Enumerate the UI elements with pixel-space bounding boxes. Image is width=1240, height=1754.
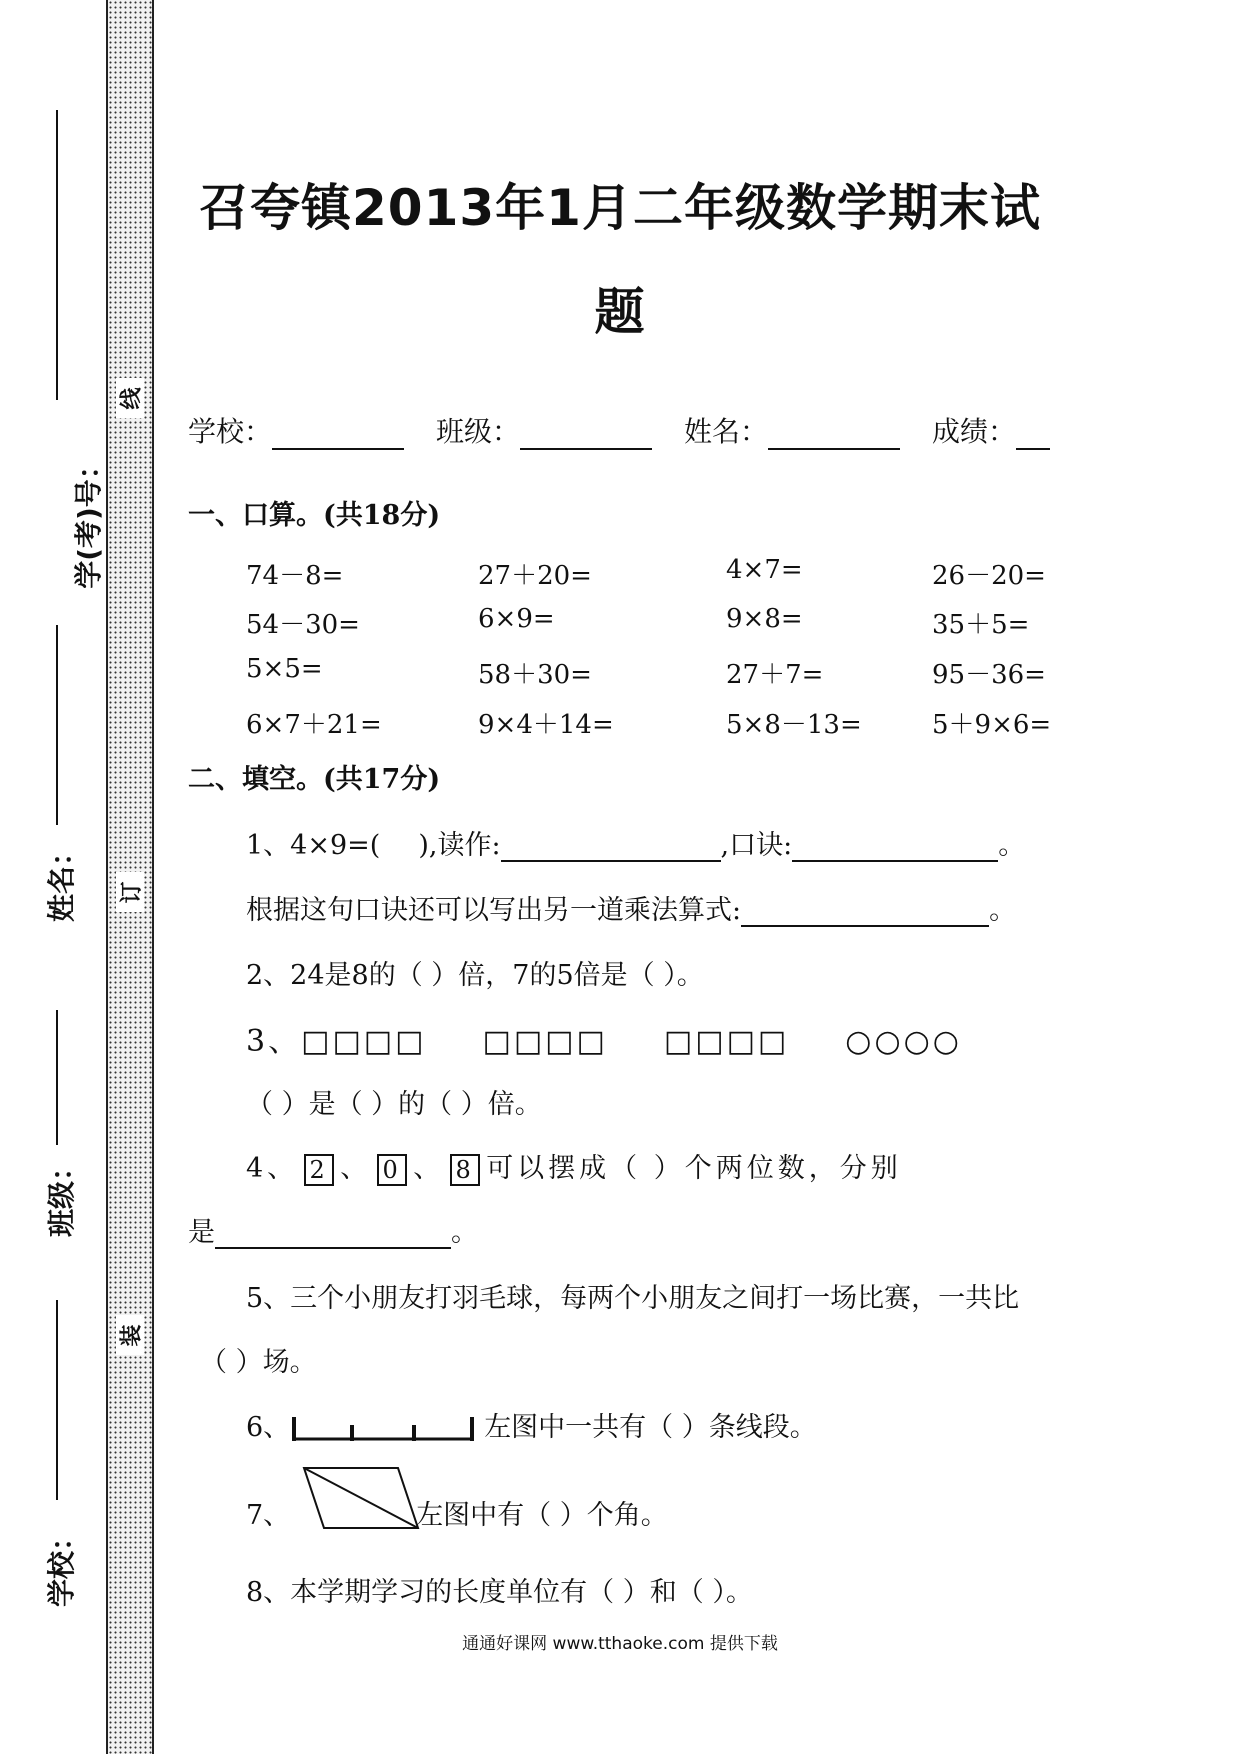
parallelogram-figure	[302, 1466, 420, 1532]
class-field: 班级：	[436, 410, 652, 450]
question-4-continued: 是 。	[188, 1217, 478, 1248]
calc-item: 27＋7=	[726, 660, 824, 690]
question-5: 5、三个小朋友打羽毛球，每两个小朋友之间打一场比赛，一共比	[246, 1283, 1020, 1314]
student-id-line	[56, 110, 58, 400]
calc-item: 74－8=	[246, 561, 344, 591]
class-line	[56, 1010, 58, 1145]
calc-item: 5＋9×6=	[932, 710, 1052, 740]
school-line	[56, 1300, 58, 1500]
question-2: 2、24是8的（ ）倍，7的5倍是（ ）。	[246, 960, 704, 991]
name-label: 姓名：	[45, 837, 79, 923]
calc-item: 27＋20=	[478, 561, 592, 591]
question-5-continued: （ ）场。	[200, 1347, 317, 1378]
equation-blank[interactable]	[741, 899, 989, 927]
calc-item: 9×8=	[726, 604, 803, 634]
digit-card-0: 0	[377, 1154, 407, 1186]
rhyme-blank[interactable]	[792, 834, 998, 862]
school-field: 学校：	[188, 410, 404, 450]
score-field: 成绩：	[932, 410, 1050, 450]
calc-item: 6×9=	[478, 604, 555, 634]
question-7: 7、 左图中有（ ）个角。	[246, 1466, 668, 1532]
question-4: 4、 2 、 0 、 8 可以摆成（ ）个两位数，分别	[246, 1153, 902, 1184]
question-6: 6、 左图中一共有（ ）条线段。	[246, 1412, 817, 1443]
read-as-blank[interactable]	[501, 834, 721, 862]
digit-card-2: 2	[304, 1154, 334, 1186]
binding-label-line: 线	[116, 378, 144, 418]
name-field: 姓名：	[684, 410, 900, 450]
question-1: 1、4×9=( ),读作: ,口诀: 。	[246, 830, 1026, 861]
question-1-continued: 根据这句口诀还可以写出另一道乘法算式: 。	[246, 895, 1017, 926]
section1-heading: 一、口算。(共18分)	[188, 500, 441, 531]
school-label: 学校：	[45, 1522, 79, 1608]
square-group-3: □□□□	[663, 1024, 790, 1059]
square-group-2: □□□□	[482, 1024, 608, 1059]
calc-item: 35＋5=	[932, 610, 1030, 640]
name-line	[56, 625, 58, 825]
question-3-shapes: 3、□□□□ □□□□ □□□□ ○○○○	[246, 1024, 962, 1059]
calc-item: 58＋30=	[478, 660, 592, 690]
student-id-label: 学(考)号：	[71, 451, 105, 589]
calc-item: 5×5=	[246, 654, 323, 684]
calc-item: 26－20=	[932, 561, 1046, 591]
calc-item: 54－30=	[246, 610, 360, 640]
page-title: 召夸镇2013年1月二年级数学期末试	[199, 179, 1041, 237]
line-segment-figure	[290, 1415, 476, 1443]
calc-item: 4×7=	[726, 555, 803, 585]
circle-group: ○○○○	[845, 1024, 962, 1059]
digit-card-8: 8	[450, 1154, 480, 1186]
binding-label-staple: 订	[116, 872, 144, 912]
calc-item: 9×4＋14=	[478, 710, 614, 740]
page-footer: 通通好课网 www.tthaoke.com 提供下载	[462, 1634, 778, 1654]
section2-heading: 二、填空。(共17分)	[188, 764, 441, 795]
numbers-blank[interactable]	[215, 1221, 451, 1249]
calc-item: 6×7＋21=	[246, 710, 382, 740]
question-8: 8、本学期学习的长度单位有（ ）和（ ）。	[246, 1577, 753, 1608]
square-group-1: □□□□	[301, 1024, 427, 1059]
calc-item: 95－36=	[932, 660, 1046, 690]
binding-label-bind: 装	[116, 1315, 144, 1355]
page-title-continued: 题	[594, 283, 646, 341]
class-label: 班级：	[45, 1152, 79, 1238]
question-3-sentence: （ ）是（ ）的（ ）倍。	[246, 1089, 542, 1120]
calc-item: 5×8－13=	[726, 710, 862, 740]
